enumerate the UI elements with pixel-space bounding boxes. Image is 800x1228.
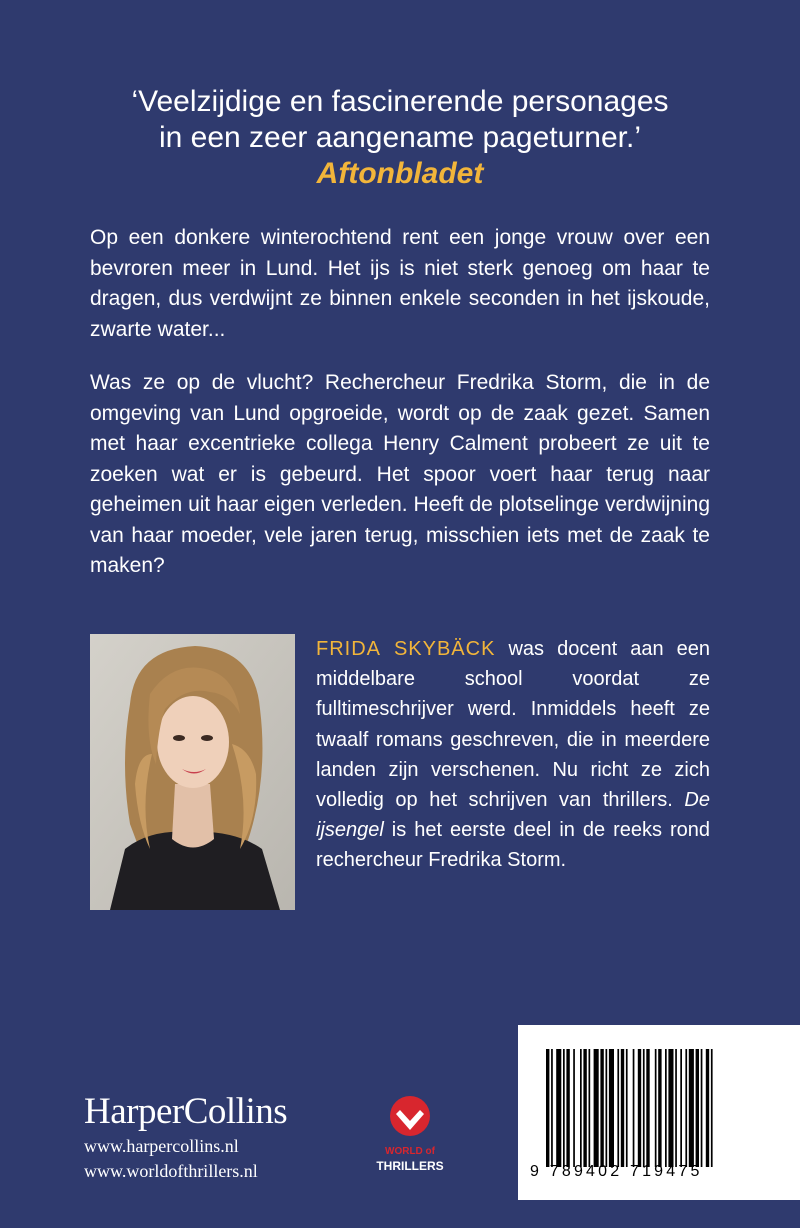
quote-source: Aftonbladet [316, 157, 484, 190]
author-photo [90, 634, 295, 910]
publisher-url: www.harpercollins.nl [84, 1136, 239, 1156]
isbn-number: 9 789402 719475 [530, 1163, 703, 1180]
barcode [518, 1025, 800, 1200]
author-name: FRIDA SKYBÄCK [316, 638, 496, 660]
publisher-block [84, 1090, 287, 1184]
blurb-paragraph-2: Was ze op de vlucht? Rechercheur Fredrika Storm, die in de omgeving van Lund opgroeide, wordt op de zaak gezet. Samen met haar excentrieke collega Henry Calment probeert ze uit te zoeken wat er is gebeurd. Het spoor voert haar terug naar geheimen uit haar eigen verleden. Heeft de plotselinge verdwijning van haar moeder, vele jaren terug, misschien iets met de zaak te maken? [90, 371, 710, 577]
quote-line-2: in een zeer aangename pageturner.’ [158, 121, 642, 154]
author-bio-text-2: is het eerste deel in de reeks rond rechercheur Fredrika Storm. [316, 819, 710, 872]
imprint-line-2: THRILLERS [376, 1159, 444, 1173]
publisher-logo: HarperCollins [84, 1091, 288, 1132]
author-bio-text-1: was docent aan een middelbare school voordat ze fulltimeschrijver werd. Inmiddels heeft ze twaalf romans geschreven, die in meerdere landen zijn verschenen. Nu richt ze zich volledig op het schrijven van thrillers. [316, 638, 710, 812]
blurb-paragraph-1: Op een donkere winterochtend rent een jonge vrouw over een bevroren meer in Lund. Het ijs is niet sterk genoeg om haar te dragen, dus verdwijnt ze binnen enkele seconden in het ijskoude, zwarte water... [90, 226, 710, 341]
book-title: De ijsengel [316, 789, 710, 842]
review-quote [0, 84, 800, 192]
author-bio [316, 634, 710, 876]
imprint-line-1: WORLD of [385, 1146, 435, 1157]
barcode-bars [546, 1049, 794, 1167]
world-of-thrillers-logo [376, 1090, 444, 1180]
imprint-url: www.worldofthrillers.nl [84, 1161, 258, 1181]
quote-line-1: ‘Veelzijdige en fascinerende personages [131, 85, 669, 118]
